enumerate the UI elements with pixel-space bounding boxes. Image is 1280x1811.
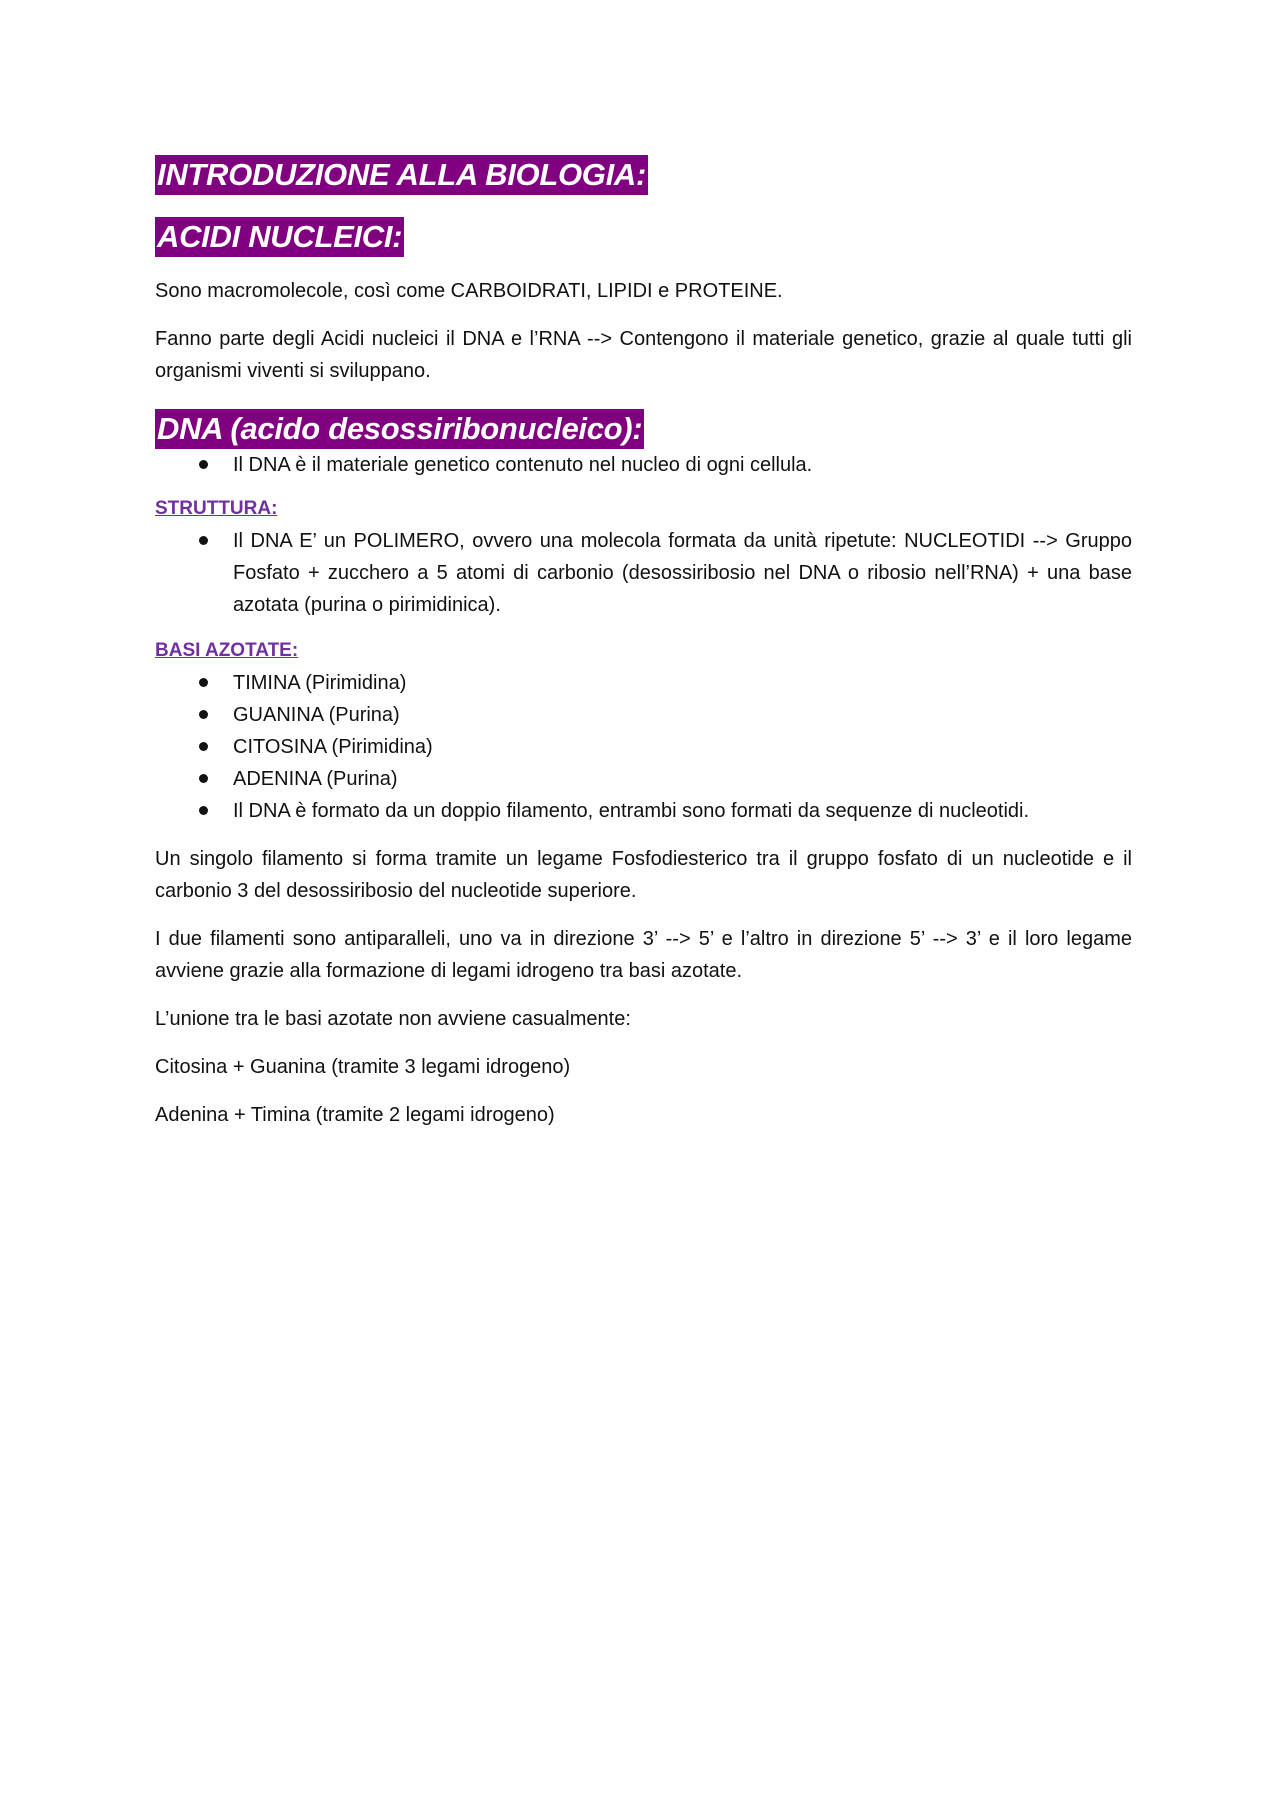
bullet-icon — [199, 460, 208, 469]
paragraph-citosina-guanina: Citosina + Guanina (tramite 3 legami idrogeno) — [155, 1056, 571, 1078]
heading-dna: DNA (acido desossiribonucleico): — [155, 409, 644, 449]
bullet-list-doppio-filamento — [155, 795, 1132, 827]
list-item — [155, 699, 1132, 731]
bullet-list-dna-intro — [155, 449, 1132, 481]
list-item-text: Il DNA è formato da un doppio filamento, entrambi sono formati da sequenze di nucleotidi. — [233, 800, 1030, 822]
list-item-text: TIMINA (Pirimidina) — [233, 672, 407, 694]
heading-acidi-nucleici: ACIDI NUCLEICI: — [155, 217, 404, 257]
bullet-list-basi — [155, 667, 1132, 795]
list-item-text: GUANINA (Purina) — [233, 704, 400, 726]
bullet-icon — [199, 536, 208, 545]
bullet-icon — [199, 710, 208, 719]
list-item — [155, 667, 1132, 699]
list-item — [155, 795, 1132, 827]
subheading-basi-azotate: BASI AZOTATE: — [155, 640, 299, 661]
paragraph-acidi-nucleici: Fanno parte degli Acidi nucleici il DNA e l’RNA --> Contengono il materiale genetico, grazie al quale tutti gli organismi viventi si sviluppano. — [155, 328, 1132, 382]
bullet-icon — [199, 774, 208, 783]
list-item — [155, 763, 1132, 795]
list-item — [155, 525, 1132, 621]
bullet-icon — [199, 742, 208, 751]
paragraph-macromolecole: Sono macromolecole, così come CARBOIDRATI, LIPIDI e PROTEINE. — [155, 280, 783, 302]
heading-intro: INTRODUZIONE ALLA BIOLOGIA: — [155, 155, 648, 195]
bullet-list-struttura — [155, 525, 1132, 621]
list-item-text: ADENINA (Purina) — [233, 768, 398, 790]
paragraph-unione: L’unione tra le basi azotate non avviene casualmente: — [155, 1008, 631, 1030]
paragraph-filamento: Un singolo filamento si forma tramite un legame Fosfodiesterico tra il gruppo fosfato di un nucleotide e il carbonio 3 del desossiribosio del nucleotide superiore. — [155, 848, 1132, 902]
subheading-struttura: STRUTTURA: — [155, 498, 278, 519]
paragraph-antiparalleli: I due filamenti sono antiparalleli, uno va in direzione 3’ --> 5’ e l’altro in direzione 5’ --> 3’ e il loro legame avviene grazie alla formazione di legami idrogeno tra basi azotate. — [155, 928, 1132, 982]
list-item-text: Il DNA E’ un POLIMERO, ovvero una molecola formata da unità ripetute: NUCLEOTIDI --> Gruppo Fosfato + zucchero a 5 atomi di carbonio (desossiribosio nel DNA o ribosio nell’RNA) + una base azotata (purina o pirimidinica). — [233, 530, 1132, 616]
list-item-text: CITOSINA (Pirimidina) — [233, 736, 433, 758]
list-item — [155, 731, 1132, 763]
bullet-icon — [199, 678, 208, 687]
paragraph-adenina-timina: Adenina + Timina (tramite 2 legami idrogeno) — [155, 1104, 555, 1126]
document-page — [155, 155, 1132, 1131]
list-item-text: Il DNA è il materiale genetico contenuto nel nucleo di ogni cellula. — [233, 454, 813, 476]
bullet-icon — [199, 806, 208, 815]
list-item — [155, 449, 1132, 481]
